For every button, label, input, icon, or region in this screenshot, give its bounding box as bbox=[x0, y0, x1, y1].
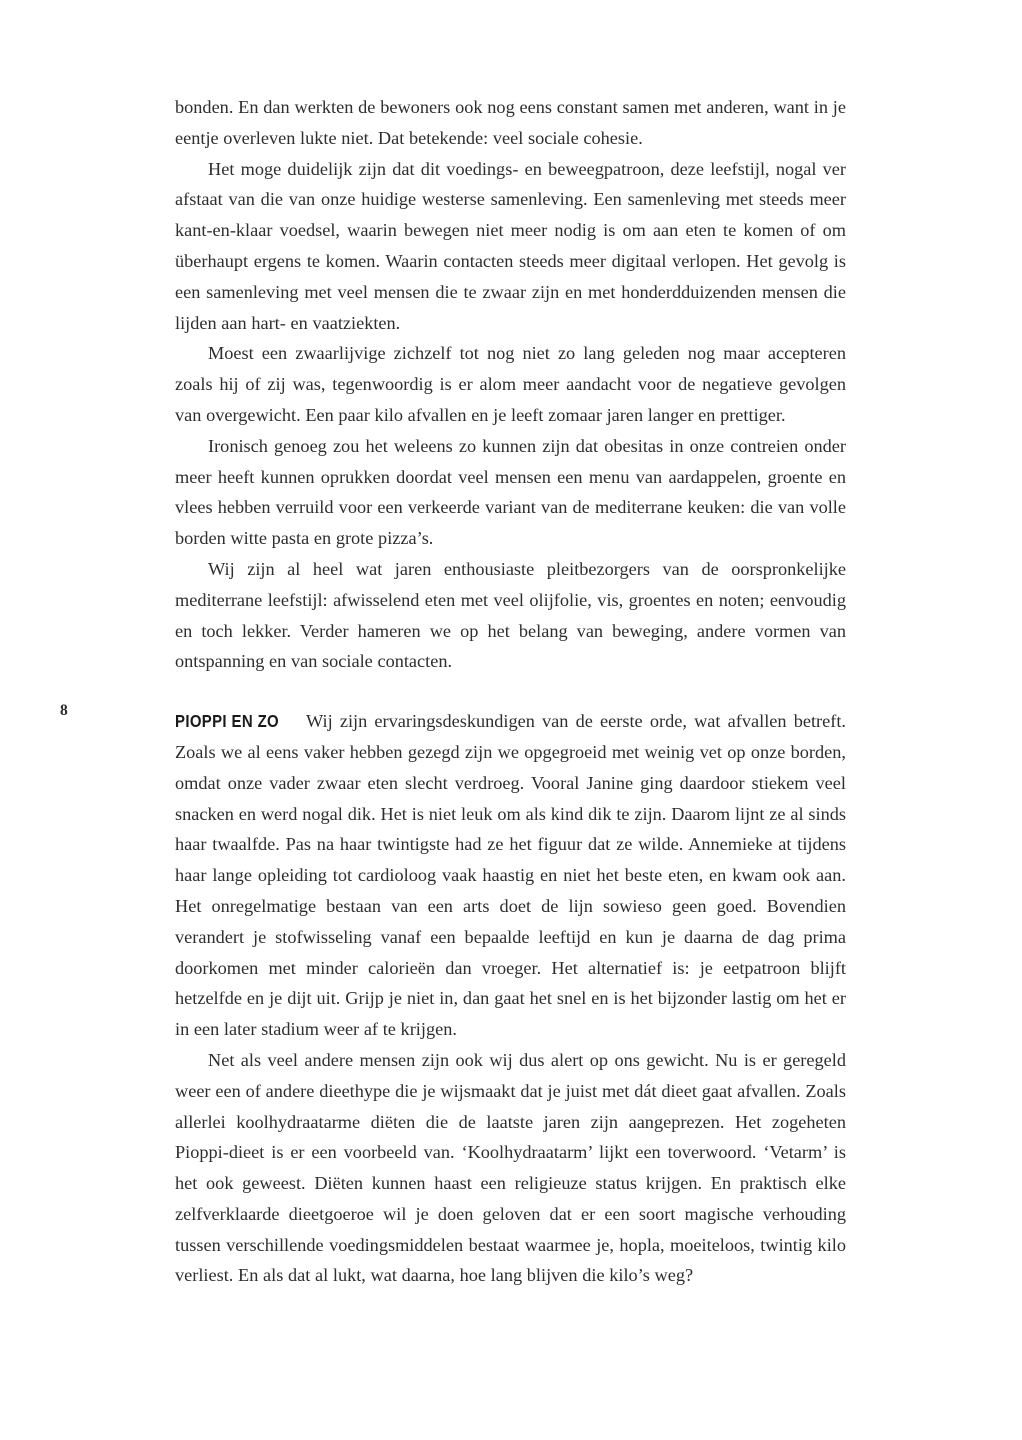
paragraph: Het moge duidelijk zijn dat dit voedings- en beweegpatroon, deze leefstijl, nogal ver afstaat van die van onze huidige westerse samenleving. Een samenleving met steeds meer kant-en-klaar voedsel, waarin bewegen niet meer nodig is om aan eten te komen of om überhaupt ergens te komen. Waarin contacten steeds meer digitaal verlopen. Het gevolg is een samenleving met veel mensen die te zwaar zijn en met honderdduizenden mensen die lijden aan hart- en vaatziekten. bbox=[175, 158, 846, 333]
text-column bbox=[175, 92, 846, 1291]
paragraph: Wij zijn al heel wat jaren enthousiaste pleitbezorgers van de oorspronkelijke mediterrane leefstijl: afwisselend eten met veel olijfolie, vis, groentes en noten; eenvoudig en toch lekker. Verder hameren we op het belang van beweging, andere vormen van ontspanning en van sociale contacten. bbox=[175, 558, 846, 672]
section-paragraph bbox=[175, 706, 846, 1045]
run-in-heading: PIOPPI EN ZO bbox=[175, 711, 280, 732]
section-paragraph-text: Wij zijn ervaringsdeskundigen van de eerste orde, wat afvallen betreft. Zoals we al eens vaker hebben gezegd zijn we opgegroeid met weinig vet op onze borden, omdat onze vader zwaar eten slecht verdroeg. Vooral Janine ging daardoor stiekem veel snacken en werd nogal dik. Het is niet leuk om als kind dik te zijn. Daarom lijnt ze al sinds haar twaalfde. Pas na haar twintigste had ze het figuur dat ze wilde. Annemieke at tijdens haar lange opleiding tot cardioloog vaak haastig en niet het beste eten, en kwam ook aan. Het onregelmatige bestaan van een arts doet de lijn sowieso geen goed. Bovendien verandert je stofwisseling vanaf een bepaalde leeftijd en kun je daarna de dag prima doorkomen met minder calorieën dan vroeger. Het alternatief is: je eetpatroon blijft hetzelfde en je dijt uit. Grijp je niet in, dan gaat het snel en is het bijzonder lastig om het er in een later stadium weer af te krijgen. bbox=[175, 711, 846, 1040]
paragraph: Net als veel andere mensen zijn ook wij dus alert op ons gewicht. Nu is er geregeld weer een of andere dieethype die je wijsmaakt dat je juist met dát dieet gaat afvallen. Zoals allerlei koolhydraatarme diëten die de laatste jaren zijn aangeprezen. Het zogeheten Pioppi-dieet is er een voorbeeld van. ‘Koolhydraatarm’ lijkt een toverwoord. ‘Vetarm’ is het ook geweest. Diëten kunnen haast een religieuze status krijgen. En praktisch elke zelfverklaarde dieetgoeroe wil je doen geloven dat er een soort magische verhouding tussen verschillende voedingsmiddelen bestaat waarmee je, hopla, moeiteloos, twintig kilo verliest. En als dat al lukt, wat daarna, hoe lang blijven die kilo’s weg? bbox=[175, 1049, 846, 1286]
page-number: 8 bbox=[60, 702, 68, 719]
section-spacer bbox=[175, 677, 846, 706]
paragraph: Ironisch genoeg zou het weleens zo kunnen zijn dat obesitas in onze contreien onder meer heeft kunnen oprukken doordat veel mensen een menu van aardappelen, groente en vlees hebben verruild voor een verkeerde variant van de mediterrane keuken: die van volle borden witte pasta en grote pizza’s. bbox=[175, 435, 846, 549]
paragraph: Moest een zwaarlijvige zichzelf tot nog niet zo lang geleden nog maar accepteren zoals hij of zij was, tegenwoordig is er alom meer aandacht voor de negatieve gevolgen van overgewicht. Een paar kilo afvallen en je leeft zomaar jaren langer en prettiger. bbox=[175, 343, 846, 425]
paragraph: bonden. En dan werkten de bewoners ook nog eens constant samen met anderen, want in je eentje overleven lukte niet. Dat betekende: veel sociale cohesie. bbox=[175, 97, 846, 148]
